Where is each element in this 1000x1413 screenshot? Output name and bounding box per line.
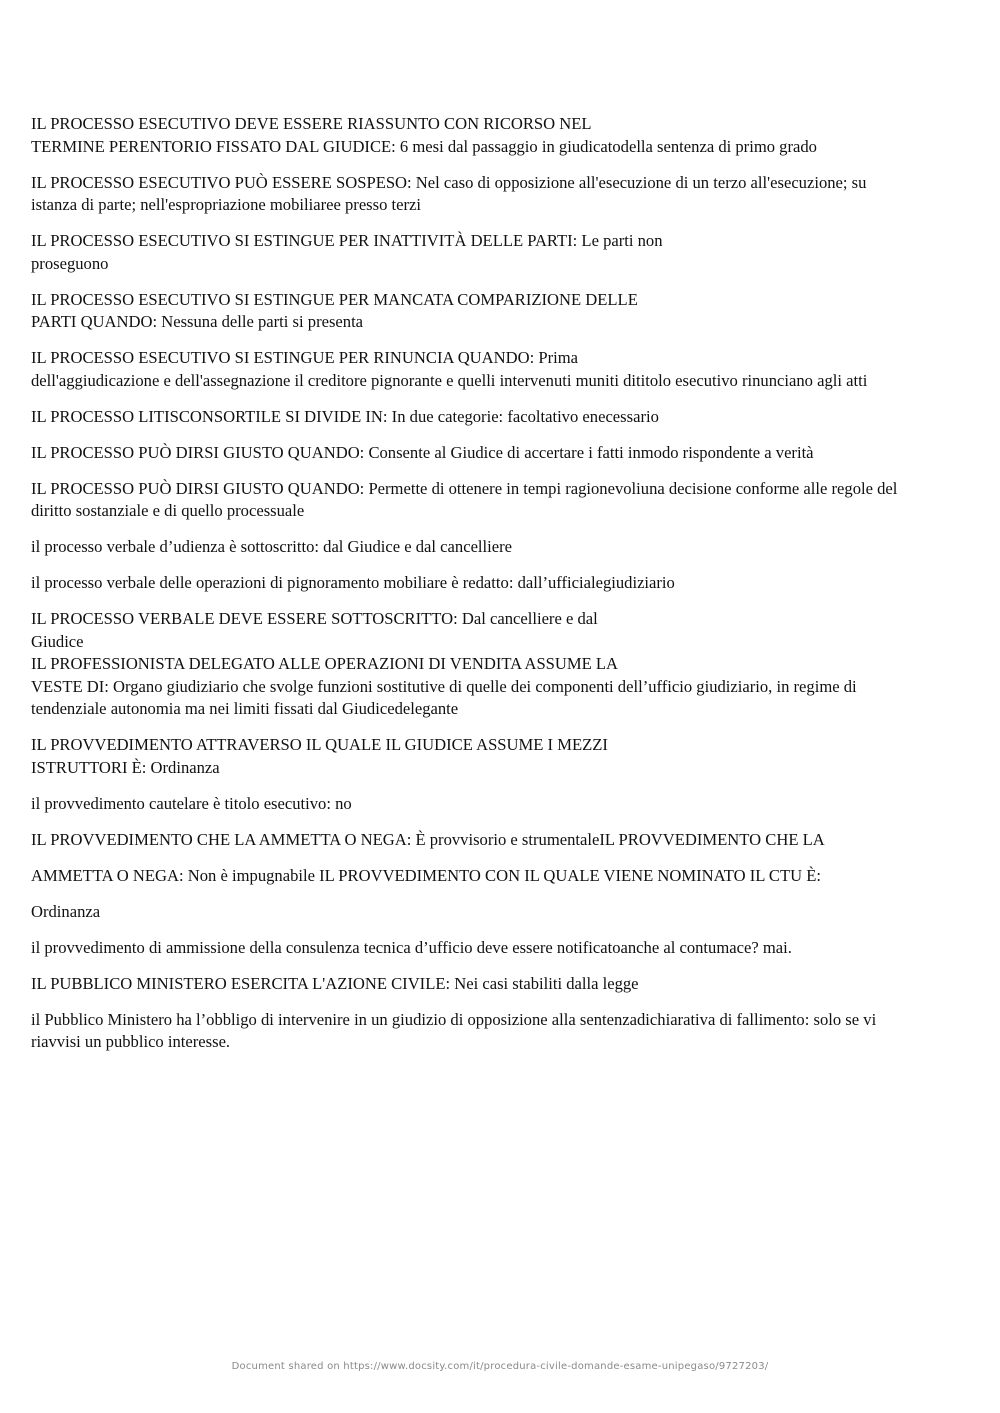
entry-line: istanza di parte; nell'espropriazione mobiliaree presso terzi	[31, 195, 422, 214]
qa-entry	[31, 937, 999, 960]
entry-line: PARTI QUANDO: Nessuna delle parti si presenta	[31, 312, 364, 331]
entry-line: Ordinanza	[31, 901, 101, 921]
qa-entry	[31, 865, 999, 888]
qa-entry	[31, 793, 999, 816]
entry-line: IL PROVVEDIMENTO ATTRAVERSO IL QUALE IL GIUDICE ASSUME I MEZZI	[31, 735, 608, 754]
qa-entry	[31, 734, 999, 779]
entry-line: IL PROFESSIONISTA DELEGATO ALLE OPERAZIONI DI VENDITA ASSUME LA	[31, 654, 619, 673]
entry-line: IL PROCESSO ESECUTIVO SI ESTINGUE PER RINUNCIA QUANDO: Prima	[31, 348, 578, 367]
entry-line: il provvedimento di ammissione della consulenza tecnica d’ufficio deve essere notificatoanche al contumace? mai.	[31, 937, 792, 957]
entry-line: IL PROCESSO PUÒ DIRSI GIUSTO QUANDO: Permette di ottenere in tempi ragionevoliuna decisione conforme alle regole del	[31, 478, 898, 498]
entry-line: IL PROCESSO ESECUTIVO PUÒ ESSERE SOSPESO: Nel caso di opposizione all'esecuzione di un terzo all'esecuzione; su	[31, 172, 867, 192]
entry-line: IL PROCESSO LITISCONSORTILE SI DIVIDE IN: In due categorie: facoltativo enecessario	[31, 406, 659, 426]
entry-line: il processo verbale d’udienza è sottoscritto: dal Giudice e dal cancelliere	[31, 537, 513, 556]
qa-entry	[31, 901, 999, 924]
entry-line: AMMETTA O NEGA: Non è impugnabile IL PROVVEDIMENTO CON IL QUALE VIENE NOMINATO IL CTU È:	[31, 865, 822, 885]
entry-line: IL PROVVEDIMENTO CHE LA AMMETTA O NEGA: È provvisorio e strumentaleIL PROVVEDIMENTO CHE LA	[31, 829, 825, 849]
qa-entry	[31, 442, 999, 465]
qa-entry	[31, 572, 999, 595]
entry-line: IL PROCESSO ESECUTIVO SI ESTINGUE PER INATTIVITÀ DELLE PARTI: Le parti non	[31, 231, 663, 250]
qa-entry	[31, 653, 999, 721]
document-footer: Document shared on https://www.docsity.com/it/procedura-civile-domande-esame-unipegaso/9727203/	[231, 1361, 769, 1372]
entry-line: Giudice	[31, 631, 84, 651]
entry-line: riavvisi un pubblico interesse.	[31, 1032, 231, 1051]
entry-line: il processo verbale delle operazioni di pignoramento mobiliare è redatto: dall’ufficialegiudiziario	[31, 573, 675, 592]
entry-line: ISTRUTTORI È: Ordinanza	[31, 757, 220, 777]
qa-entry	[31, 289, 999, 334]
entry-line: IL PROCESSO PUÒ DIRSI GIUSTO QUANDO: Consente al Giudice di accertare i fatti inmodo rispondente a verità	[31, 442, 814, 462]
entry-line: dell'aggiudicazione e dell'assegnazione il creditore pignorante e quelli intervenuti muniti dititolo esecutivo rinunciano agli atti	[31, 370, 868, 390]
entry-line: proseguono	[31, 253, 109, 273]
qa-entry	[31, 1009, 999, 1054]
qa-entry	[31, 406, 999, 429]
qa-entry	[31, 608, 999, 653]
entry-line: IL PUBBLICO MINISTERO ESERCITA L'AZIONE CIVILE: Nei casi stabiliti dalla legge	[31, 973, 639, 993]
entry-line: IL PROCESSO ESECUTIVO DEVE ESSERE RIASSUNTO CON RICORSO NEL	[31, 114, 592, 133]
document-body	[31, 113, 999, 1067]
entry-line: IL PROCESSO ESECUTIVO SI ESTINGUE PER MANCATA COMPARIZIONE DELLE	[31, 289, 638, 309]
entry-line: il provvedimento cautelare è titolo esecutivo: no	[31, 793, 352, 813]
qa-entry	[31, 973, 999, 996]
qa-entry	[31, 536, 999, 559]
qa-entry	[31, 230, 999, 275]
entry-line: diritto sostanziale e di quello processuale	[31, 501, 305, 520]
qa-entry	[31, 478, 999, 523]
entry-line: VESTE DI: Organo giudiziario che svolge funzioni sostitutive di quelle dei componenti dell’ufficio giudiziario, in regime di	[31, 676, 857, 696]
qa-entry	[31, 113, 999, 158]
entry-line: TERMINE PERENTORIO FISSATO DAL GIUDICE: 6 mesi dal passaggio in giudicatodella sentenza di primo grado	[31, 136, 817, 156]
qa-entry	[31, 347, 999, 392]
qa-entry	[31, 829, 999, 852]
entry-line: tendenziale autonomia ma nei limiti fissati dal Giudicedelegante	[31, 699, 459, 718]
qa-entry	[31, 172, 999, 217]
entry-line: il Pubblico Ministero ha l’obbligo di intervenire in un giudizio di opposizione alla sentenzadichiarativa di fallimento: solo se vi	[31, 1009, 877, 1029]
entry-line: IL PROCESSO VERBALE DEVE ESSERE SOTTOSCRITTO: Dal cancelliere e dal	[31, 609, 598, 628]
